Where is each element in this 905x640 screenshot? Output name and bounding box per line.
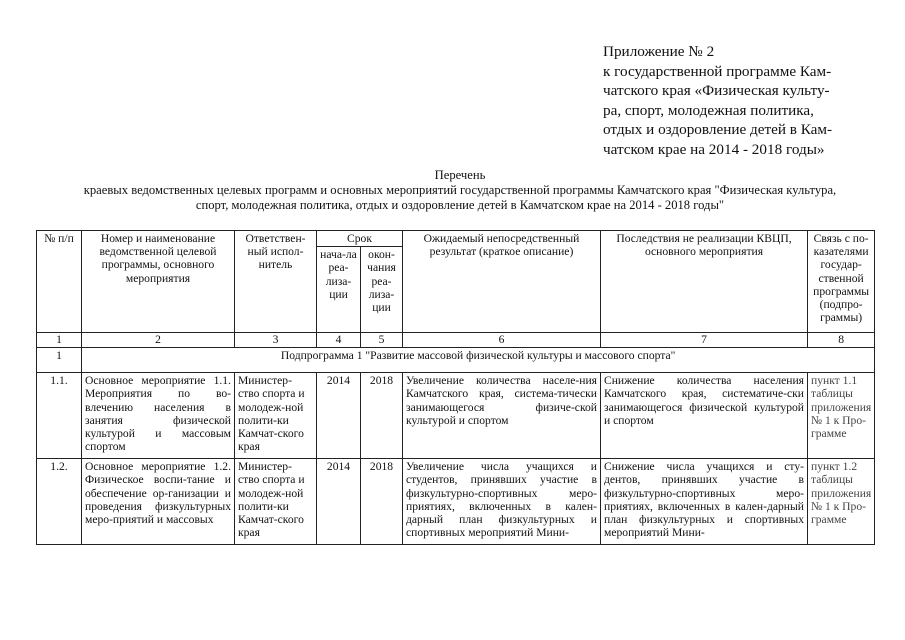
column-number: 4 (317, 333, 361, 348)
column-number: 2 (82, 333, 235, 348)
row-link-text: пункт 1.1 таблицы приложения № 1 к Про-грамме (811, 374, 872, 441)
row-result (403, 459, 601, 545)
row-link (808, 373, 875, 459)
row-executor (235, 459, 317, 545)
header-executor: Ответствен-ный испол-нитель (235, 231, 317, 333)
appendix-line: ра, спорт, молодежная политика, (603, 101, 814, 119)
row-start: 2014 (317, 373, 361, 459)
row-consequence (601, 459, 808, 545)
header-row (37, 231, 875, 247)
appendix-line: чатского края «Физическая культу- (603, 82, 830, 99)
column-number: 6 (403, 333, 601, 348)
heading-subtitle-line2: спорт, молодежная политика, отдых и оздоровление детей в Камчатском крае на 2014 - 2018 годы" (195, 198, 725, 212)
row-consequence (601, 373, 808, 459)
subprogram-no: 1 (37, 348, 82, 373)
document-heading (30, 168, 890, 213)
header-start (317, 247, 361, 333)
row-name-text: Основное мероприятие 1.1. Мероприятия по во-влечению населения в занятия физической культурой и массовым спортом (85, 374, 231, 454)
row-link (808, 459, 875, 545)
appendix-line: к государственной программе Кам- (603, 62, 832, 80)
row-executor-text: Министер-ство спорта и молодеж-ной полити-ки Камчат-ского края (238, 374, 305, 454)
row-link-text: пункт 1.2 таблицы приложения № 1 к Про-грамме (811, 460, 872, 527)
row-no: 1.1. (37, 373, 82, 459)
header-term: Срок (317, 231, 403, 247)
header-end-text: окон-чания реа-лиза-ции (367, 248, 396, 315)
header-end (361, 247, 403, 333)
appendix-line: отдых и оздоровление детей в Кам- (603, 121, 833, 138)
appendix-line: чатском крае на 2014 - 2018 годы» (603, 140, 825, 158)
column-number: 1 (37, 333, 82, 348)
header-start-text: нача-ла реа-лиза-ции (320, 248, 357, 301)
table-row (37, 373, 875, 459)
row-result-text: Увеличение числа учащихся и студентов, принявших участие в физкультурно-спортивных меро-приятиях, включенных в кален-дарный план физкультурных и спортивных мероприятий Мини- (406, 460, 597, 540)
header-link-text: Связь с по-казателями государ-ственной программы (подпро-граммы) (813, 232, 870, 325)
row-consequence-text: Снижение числа учащихся и сту-дентов, принявших участие в физкультурно-спортивных меро-приятиях, включенных в кален-дарный план физкультурных и спортивных мероприятий Мини- (604, 460, 804, 540)
header-name: Номер и наименование ведомственной целевой программы, основного мероприятия (82, 231, 235, 333)
heading-subtitle-line1: краевых ведомственных целевых программ и основных мероприятий государственной программы Камчатского края "Физическая культура, (83, 183, 837, 197)
row-name-text: Основное мероприятие 1.2. Физическое воспи-тание и обеспечение ор-ганизации и проведения физкультурных меро-приятий и массовых (85, 460, 231, 527)
row-no: 1.2. (37, 459, 82, 545)
header-no: № п/п (37, 231, 82, 333)
row-name (82, 459, 235, 545)
row-executor-text: Министер-ство спорта и молодеж-ной полити-ки Камчат-ского края (238, 460, 305, 540)
table-row (37, 459, 875, 545)
column-number: 7 (601, 333, 808, 348)
row-end: 2018 (361, 459, 403, 545)
column-number-row (37, 333, 875, 348)
column-number: 5 (361, 333, 403, 348)
column-number: 3 (235, 333, 317, 348)
row-consequence-text: Снижение количества населения Камчатского края, систематиче-ски занимающегося физической культурой и спортом (604, 374, 804, 427)
row-result (403, 373, 601, 459)
subprogram-title: Подпрограмма 1 "Развитие массовой физической культуры и массового спорта" (82, 348, 875, 373)
header-result: Ожидаемый непосредственный результат (краткое описание) (403, 231, 601, 333)
row-result-text: Увеличение количества населе-ния Камчатского края, система-тически занимающегося физиче-ской культурой и спортом (406, 374, 597, 427)
row-end: 2018 (361, 373, 403, 459)
appendix-line: Приложение № 2 (603, 43, 715, 60)
measures-table (36, 230, 875, 545)
row-name (82, 373, 235, 459)
appendix-note (603, 42, 883, 159)
row-executor (235, 373, 317, 459)
column-number: 8 (808, 333, 875, 348)
header-link (808, 231, 875, 333)
row-start: 2014 (317, 459, 361, 545)
header-consequence: Последствия не реализации КВЦП, основного мероприятия (601, 231, 808, 333)
heading-title: Перечень (434, 168, 486, 182)
subprogram-row (37, 348, 875, 373)
